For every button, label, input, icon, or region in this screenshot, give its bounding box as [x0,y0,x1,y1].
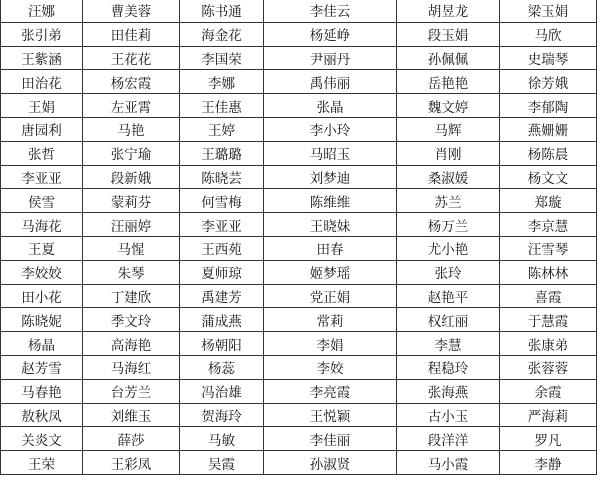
name-cell[interactable]: 陈书通 [180,0,264,22]
name-cell[interactable]: 杨晶 [1,332,83,356]
name-cell[interactable]: 徐芳娥 [500,70,597,94]
name-cell[interactable]: 何雪梅 [180,189,264,213]
table-row [1,284,597,308]
name-cell[interactable]: 张哲 [1,141,83,165]
table-row [1,427,597,451]
name-cell[interactable]: 郑璇 [500,189,597,213]
name-cell[interactable]: 蒲成燕 [180,308,264,332]
name-cell[interactable]: 罗凡 [500,427,597,451]
name-cell[interactable]: 姬梦瑶 [264,260,397,284]
name-cell[interactable]: 陈晓妮 [1,308,83,332]
name-cell[interactable]: 杨文文 [500,165,597,189]
name-cell[interactable]: 王夏 [1,236,83,260]
name-cell[interactable]: 王晓妹 [264,213,397,237]
name-cell[interactable]: 丁建欣 [83,284,180,308]
name-cell[interactable]: 权红丽 [397,308,500,332]
name-cell[interactable]: 张玲 [397,260,500,284]
table-row [1,260,597,284]
name-cell[interactable]: 常莉 [264,308,397,332]
name-cell[interactable]: 朱琴 [83,260,180,284]
table-row [1,236,597,260]
name-cell[interactable]: 汪娜 [1,0,83,22]
name-cell[interactable]: 李静 [500,451,597,475]
name-cell[interactable]: 孙佩佩 [397,46,500,70]
table-row [1,451,597,475]
name-cell[interactable]: 张引弟 [1,22,83,46]
name-cell[interactable]: 夏师琼 [180,260,264,284]
name-cell[interactable]: 左亚霄 [83,94,180,118]
table-row [1,213,597,237]
name-cell[interactable]: 马海花 [1,213,83,237]
name-cell[interactable]: 陈林林 [500,260,597,284]
name-cell[interactable]: 张宁瑜 [83,141,180,165]
name-cell[interactable]: 燕姗姗 [500,117,597,141]
name-cell[interactable]: 王彩凤 [83,451,180,475]
name-cell[interactable]: 吴霞 [180,451,264,475]
name-cell[interactable]: 马艳 [83,117,180,141]
name-cell[interactable]: 王悦颖 [264,403,397,427]
table-row [1,70,597,94]
name-cell[interactable]: 段洋洋 [397,427,500,451]
table-row [1,403,597,427]
name-cell[interactable]: 张海燕 [397,379,500,403]
name-cell[interactable]: 陈晓芸 [180,165,264,189]
name-cell[interactable]: 马敏 [180,427,264,451]
name-cell[interactable]: 马惺 [83,236,180,260]
name-cell[interactable]: 党正娟 [264,284,397,308]
name-cell[interactable]: 杨朝阳 [180,332,264,356]
table-row [1,355,597,379]
name-cell[interactable]: 李佳丽 [264,427,397,451]
name-cell[interactable]: 王紫涵 [1,46,83,70]
name-cell[interactable]: 程稳玲 [397,355,500,379]
table-row [1,379,597,403]
name-cell[interactable]: 于慧霞 [500,308,597,332]
table-row [1,165,597,189]
name-cell[interactable]: 赵艳平 [397,284,500,308]
name-cell[interactable]: 尤小艳 [397,236,500,260]
name-cell[interactable]: 关炎文 [1,427,83,451]
name-cell[interactable]: 田春 [264,236,397,260]
name-cell[interactable]: 刘梦迪 [264,165,397,189]
name-cell[interactable]: 胡昱龙 [397,0,500,22]
name-cell[interactable]: 张蓉蓉 [500,355,597,379]
name-cell[interactable]: 台芳兰 [83,379,180,403]
name-cell[interactable]: 李娜 [180,70,264,94]
table-row [1,141,597,165]
name-cell[interactable]: 孙淑贤 [264,451,397,475]
name-cell[interactable]: 马辉 [397,117,500,141]
name-cell[interactable]: 海金花 [180,22,264,46]
name-cell[interactable]: 汪雪琴 [500,236,597,260]
name-cell[interactable]: 岳艳艳 [397,70,500,94]
name-cell[interactable]: 侯雪 [1,189,83,213]
name-cell[interactable]: 李娟 [264,332,397,356]
name-cell[interactable]: 禹建芳 [180,284,264,308]
name-cell[interactable]: 薛莎 [83,427,180,451]
name-cell[interactable]: 古小玉 [397,403,500,427]
name-cell[interactable]: 余霞 [500,379,597,403]
name-cell[interactable]: 唐园利 [1,117,83,141]
name-cell[interactable]: 李姣 [264,355,397,379]
name-cell[interactable]: 王璐璐 [180,141,264,165]
name-cell[interactable]: 王佳惠 [180,94,264,118]
name-cell[interactable]: 李国荣 [180,46,264,70]
name-cell[interactable]: 曹美蓉 [83,0,180,22]
name-cell[interactable]: 杨宏霞 [83,70,180,94]
name-cell[interactable]: 桑淑媛 [397,165,500,189]
name-cell[interactable]: 张晶 [264,94,397,118]
name-cell[interactable]: 李佳云 [264,0,397,22]
name-cell[interactable]: 蒙莉芬 [83,189,180,213]
table-row [1,308,597,332]
name-cell[interactable]: 马春艳 [1,379,83,403]
table-row [1,22,597,46]
name-cell[interactable]: 汪丽婷 [83,213,180,237]
name-cell[interactable]: 段玉娟 [397,22,500,46]
name-cell[interactable]: 尹丽丹 [264,46,397,70]
name-cell[interactable]: 王荣 [1,451,83,475]
name-cell[interactable]: 马小霞 [397,451,500,475]
name-cell[interactable]: 冯治雄 [180,379,264,403]
name-cell[interactable]: 高海艳 [83,332,180,356]
name-cell[interactable]: 陈维维 [264,189,397,213]
name-cell[interactable]: 贺海玲 [180,403,264,427]
name-cell[interactable]: 王娟 [1,94,83,118]
table-row [1,332,597,356]
table-row [1,0,597,22]
name-cell[interactable]: 田小花 [1,284,83,308]
table-row [1,94,597,118]
name-cell[interactable]: 杨万兰 [397,213,500,237]
name-cell[interactable]: 李姣姣 [1,260,83,284]
name-cell[interactable]: 杨陈晨 [500,141,597,165]
name-cell[interactable]: 张康弟 [500,332,597,356]
name-cell[interactable]: 马昭玉 [264,141,397,165]
name-cell[interactable]: 王西苑 [180,236,264,260]
name-cell[interactable]: 魏文婷 [397,94,500,118]
name-cell[interactable]: 敖秋凤 [1,403,83,427]
name-cell[interactable]: 李小玲 [264,117,397,141]
name-cell[interactable]: 严海莉 [500,403,597,427]
table-row [1,46,597,70]
name-cell[interactable]: 李亮霞 [264,379,397,403]
name-cell[interactable]: 王婷 [180,117,264,141]
name-cell[interactable]: 季文玲 [83,308,180,332]
name-cell[interactable]: 李亚亚 [180,213,264,237]
name-cell[interactable]: 王花花 [83,46,180,70]
name-cell[interactable]: 喜霞 [500,284,597,308]
name-cell[interactable]: 史瑞琴 [500,46,597,70]
name-cell[interactable]: 田治花 [1,70,83,94]
table-row [1,117,597,141]
names-table-body [1,0,597,474]
name-cell[interactable]: 马欣 [500,22,597,46]
table-row [1,189,597,213]
name-cell[interactable]: 梁玉娟 [500,0,597,22]
name-cell[interactable]: 刘维玉 [83,403,180,427]
name-cell[interactable]: 杨延峥 [264,22,397,46]
name-cell[interactable]: 赵芳雪 [1,355,83,379]
name-cell[interactable]: 李亚亚 [1,165,83,189]
name-cell[interactable]: 马海红 [83,355,180,379]
name-cell[interactable]: 李京慧 [500,213,597,237]
name-cell[interactable]: 杨蕊 [180,355,264,379]
name-cell[interactable]: 李慧 [397,332,500,356]
name-cell[interactable]: 肖刚 [397,141,500,165]
name-cell[interactable]: 田佳莉 [83,22,180,46]
name-cell[interactable]: 禹伟丽 [264,70,397,94]
name-cell[interactable]: 苏兰 [397,189,500,213]
name-cell[interactable]: 段新娥 [83,165,180,189]
name-cell[interactable]: 李郁陶 [500,94,597,118]
